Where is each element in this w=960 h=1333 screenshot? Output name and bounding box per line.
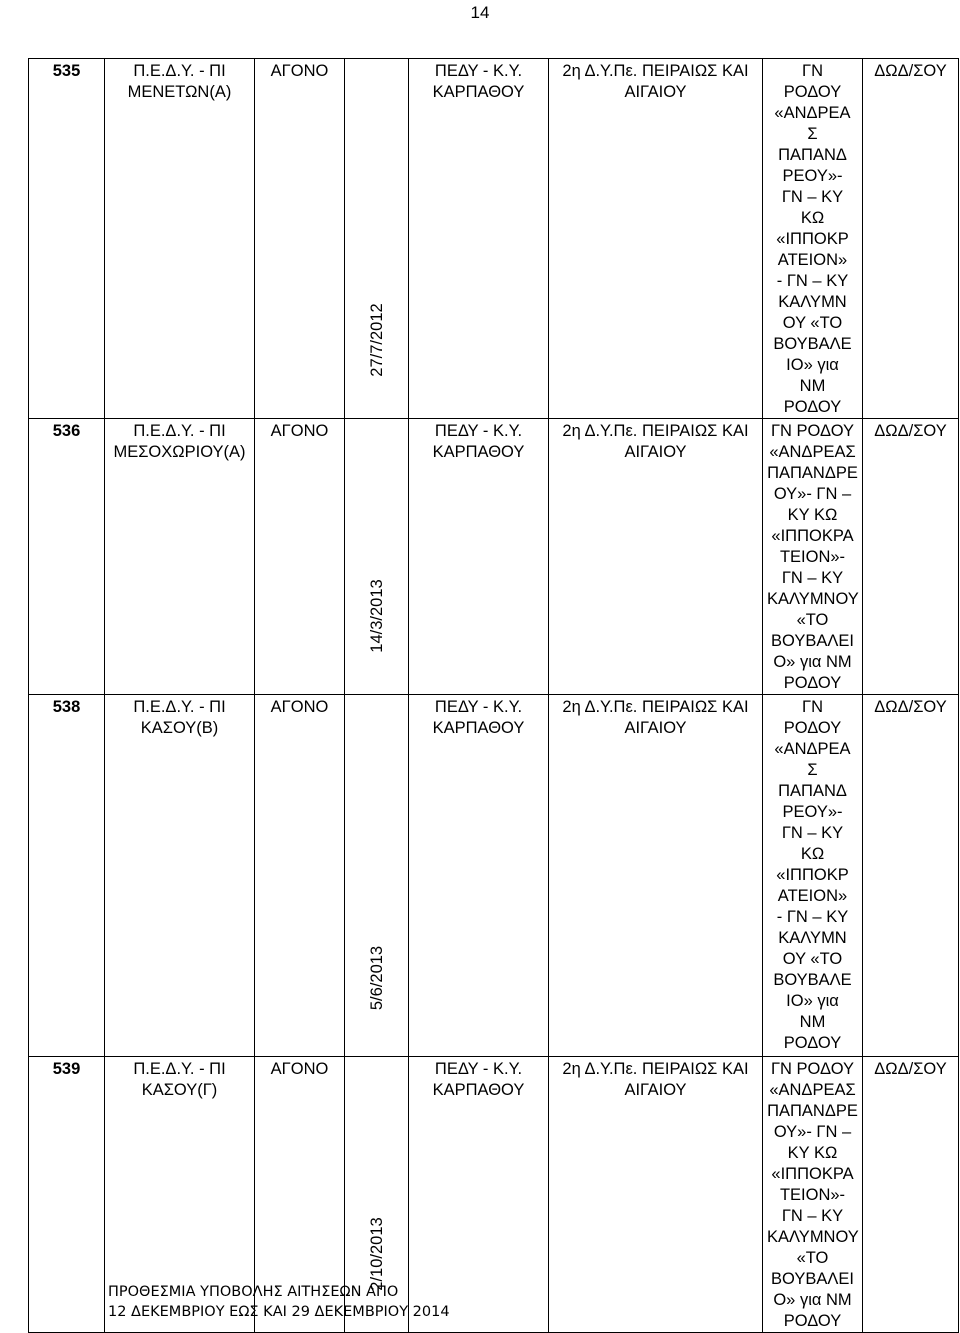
- hospitals-line: ΚΑΛΥΜΝ: [778, 293, 847, 311]
- dype-region-line: ΑΙΓΑΙΟΥ: [624, 719, 687, 737]
- school-name-line: ΜΕΣΟΧΩΡΙΟΥ(Α): [113, 443, 246, 461]
- submission-deadline: [108, 1282, 568, 1322]
- hospitals-line: ΡΟΔΟΥ: [783, 674, 842, 692]
- deadline-line-2: 12 ΔΕΚΕΜΒΡΙΟΥ ΕΩΣ ΚΑΙ 29 ΔΕΚΕΜΒΡΙΟΥ 2014: [108, 1304, 450, 1320]
- hospitals-line: ΡΟΔΟΥ: [783, 1034, 842, 1052]
- area-type: ΑΓΟΝΟ: [255, 1057, 345, 1333]
- dype-region: [549, 1057, 763, 1333]
- hospitals-line: ΒΟΥΒΑΛΕ: [773, 971, 852, 989]
- hospitals-line: ΚΥ ΚΩ: [787, 1144, 838, 1162]
- hospitals-line: Ο» για ΝΜ: [773, 653, 852, 671]
- school-name-line: Π.Ε.Δ.Υ. - ΠΙ: [133, 698, 226, 716]
- page-number: 14: [470, 3, 490, 22]
- hospitals-line: ΒΟΥΒΑΛΕ: [773, 335, 852, 353]
- hospitals-line: ΓΝ – ΚΥ: [781, 824, 844, 842]
- hospitals-line: ΙΟ» για: [786, 992, 839, 1010]
- school-name-line: Π.Ε.Δ.Υ. - ΠΙ: [133, 422, 226, 440]
- pedy-unit-line: ΠΕΔΥ - Κ.Υ.: [434, 62, 523, 80]
- hospitals-line: ΙΟ» για: [786, 356, 839, 374]
- date-text: 2/10/2013: [367, 1217, 386, 1291]
- hospitals-line: ΚΥ ΚΩ: [787, 506, 838, 524]
- pedy-unit-line: ΚΑΡΠΑΘΟΥ: [432, 83, 525, 101]
- date-text: 5/6/2013: [367, 945, 386, 1011]
- hospitals-line: Σ: [807, 761, 818, 779]
- dype-region: [549, 695, 763, 1057]
- hospitals-line: ΠΑΠΑΝΔ: [778, 782, 847, 800]
- authority: ΔΩΔ/ΣΟΥ: [863, 59, 959, 419]
- authority: ΔΩΔ/ΣΟΥ: [863, 695, 959, 1057]
- row-number: 538: [29, 695, 105, 1057]
- hospitals-line: ΠΑΠΑΝΔΡΕ: [767, 1102, 858, 1120]
- school-name-line: Π.Ε.Δ.Υ. - ΠΙ: [133, 62, 226, 80]
- date-cell: [345, 695, 409, 1057]
- hospitals-line: ΡΕΟΥ»-: [782, 803, 843, 821]
- hospitals-line: «ΤΟ: [796, 611, 829, 629]
- hospitals-line: ΟΥ»- ΓΝ –: [773, 485, 852, 503]
- pedy-unit-line: ΚΑΡΠΑΘΟΥ: [432, 443, 525, 461]
- pedy-unit: [409, 419, 549, 695]
- dype-region-line: 2η Δ.Υ.Πε. ΠΕΙΡΑΙΩΣ ΚΑΙ: [562, 62, 749, 80]
- school-name-line: ΚΑΣΟΥ(Γ): [141, 1081, 218, 1099]
- hospitals-line: ΓΝ: [801, 698, 823, 716]
- hospitals-line: ΠΑΠΑΝΔ: [778, 146, 847, 164]
- hospitals-line: ΓΝ ΡΟΔΟΥ: [770, 422, 855, 440]
- hospitals-line: ΓΝ – ΚΥ: [781, 1207, 844, 1225]
- deadline-line-1: ΠΡΟΘΕΣΜΙΑ ΥΠΟΒΟΛΗΣ ΑΙΤΗΣΕΩΝ ΑΠΟ: [108, 1284, 399, 1300]
- hospitals-line: «ΙΠΠΟΚΡΑ: [771, 1165, 854, 1183]
- row-number: 535: [29, 59, 105, 419]
- table-row: [29, 59, 959, 419]
- row-number: 539: [29, 1057, 105, 1333]
- hospitals-line: «ΑΝΔΡΕΑΣ: [769, 1081, 856, 1099]
- dype-region-line: 2η Δ.Υ.Πε. ΠΕΙΡΑΙΩΣ ΚΑΙ: [562, 698, 749, 716]
- hospitals-line: ΝΜ: [799, 1013, 826, 1031]
- hospitals-line: ΡΟΔΟΥ: [783, 719, 842, 737]
- school-name: [105, 695, 255, 1057]
- hospitals-list: [763, 419, 863, 695]
- date-text: 14/3/2013: [367, 579, 386, 653]
- hospitals-line: ΟΥ»- ΓΝ –: [773, 1123, 852, 1141]
- pedy-unit-line: ΠΕΔΥ - Κ.Υ.: [434, 422, 523, 440]
- hospitals-line: ΚΑΛΥΜΝΟΥ: [767, 590, 859, 608]
- row-number: 536: [29, 419, 105, 695]
- vacancy-table: [28, 58, 959, 1333]
- hospitals-line: ΓΝ ΡΟΔΟΥ: [770, 1060, 855, 1078]
- hospitals-list: [763, 1057, 863, 1333]
- pedy-unit: [409, 59, 549, 419]
- area-type: ΑΓΟΝΟ: [255, 419, 345, 695]
- date-cell: [345, 59, 409, 419]
- hospitals-list: [763, 59, 863, 419]
- hospitals-line: ΝΜ: [799, 377, 826, 395]
- hospitals-line: ΡΟΔΟΥ: [783, 1312, 842, 1330]
- hospitals-line: «ΑΝΔΡΕΑ: [774, 104, 851, 122]
- hospitals-line: ΓΝ – ΚΥ: [781, 188, 844, 206]
- school-name: [105, 59, 255, 419]
- table-row: [29, 695, 959, 1057]
- hospitals-line: ΤΕΙΟΝ»-: [779, 548, 846, 566]
- hospitals-line: ΓΝ – ΚΥ: [781, 569, 844, 587]
- hospitals-line: «ΤΟ: [796, 1249, 829, 1267]
- hospitals-line: ΟΥ «ΤΟ: [782, 950, 843, 968]
- school-name-line: ΚΑΣΟΥ(Β): [140, 719, 219, 737]
- hospitals-line: ΒΟΥΒΑΛΕΙ: [771, 1270, 854, 1288]
- hospitals-line: ΚΩ: [800, 209, 825, 227]
- hospitals-line: ΤΕΙΟΝ»-: [779, 1186, 846, 1204]
- hospitals-line: ΒΟΥΒΑΛΕΙ: [771, 632, 854, 650]
- hospitals-line: ΑΤΕΙΟΝ»: [777, 251, 848, 269]
- dype-region-line: 2η Δ.Υ.Πε. ΠΕΙΡΑΙΩΣ ΚΑΙ: [562, 1060, 749, 1078]
- hospitals-line: «ΙΠΠΟΚΡΑ: [771, 527, 854, 545]
- hospitals-line: ΓΝ: [801, 62, 823, 80]
- hospitals-line: - ΓΝ – ΚΥ: [776, 908, 849, 926]
- hospitals-line: ΑΤΕΙΟΝ»: [777, 887, 848, 905]
- area-type: ΑΓΟΝΟ: [255, 59, 345, 419]
- hospitals-line: ΚΑΛΥΜΝ: [778, 929, 847, 947]
- hospitals-line: «ΙΠΠΟΚΡ: [776, 230, 849, 248]
- hospitals-line: «ΑΝΔΡΕΑΣ: [769, 443, 856, 461]
- hospitals-line: ΡΕΟΥ»-: [782, 167, 843, 185]
- pedy-unit: [409, 695, 549, 1057]
- hospitals-line: «ΑΝΔΡΕΑ: [774, 740, 851, 758]
- hospitals-line: «ΙΠΠΟΚΡ: [776, 866, 849, 884]
- school-name-line: ΜΕΝΕΤΩΝ(Α): [127, 83, 232, 101]
- hospitals-line: ΡΟΔΟΥ: [783, 83, 842, 101]
- date-text: 27/7/2012: [367, 303, 386, 377]
- hospitals-line: ΚΩ: [800, 845, 825, 863]
- hospitals-line: ΡΟΔΟΥ: [783, 398, 842, 416]
- hospitals-line: Σ: [807, 125, 818, 143]
- dype-region-line: ΑΙΓΑΙΟΥ: [624, 83, 687, 101]
- pedy-unit-line: ΚΑΡΠΑΘΟΥ: [432, 719, 525, 737]
- hospitals-line: ΟΥ «ΤΟ: [782, 314, 843, 332]
- school-name: [105, 419, 255, 695]
- dype-region-line: 2η Δ.Υ.Πε. ΠΕΙΡΑΙΩΣ ΚΑΙ: [562, 422, 749, 440]
- hospitals-line: ΠΑΠΑΝΔΡΕ: [767, 464, 858, 482]
- dype-region: [549, 59, 763, 419]
- pedy-unit-line: ΚΑΡΠΑΘΟΥ: [432, 1081, 525, 1099]
- dype-region-line: ΑΙΓΑΙΟΥ: [624, 443, 687, 461]
- hospitals-line: ΚΑΛΥΜΝΟΥ: [767, 1228, 859, 1246]
- pedy-unit-line: ΠΕΔΥ - Κ.Υ.: [434, 1060, 523, 1078]
- authority: ΔΩΔ/ΣΟΥ: [863, 419, 959, 695]
- pedy-unit-line: ΠΕΔΥ - Κ.Υ.: [434, 698, 523, 716]
- hospitals-line: Ο» για ΝΜ: [773, 1291, 852, 1309]
- dype-region: [549, 419, 763, 695]
- authority: ΔΩΔ/ΣΟΥ: [863, 1057, 959, 1333]
- hospitals-list: [763, 695, 863, 1057]
- dype-region-line: ΑΙΓΑΙΟΥ: [624, 1081, 687, 1099]
- area-type: ΑΓΟΝΟ: [255, 695, 345, 1057]
- date-cell: [345, 419, 409, 695]
- table-row: [29, 419, 959, 695]
- hospitals-line: - ΓΝ – ΚΥ: [776, 272, 849, 290]
- school-name-line: Π.Ε.Δ.Υ. - ΠΙ: [133, 1060, 226, 1078]
